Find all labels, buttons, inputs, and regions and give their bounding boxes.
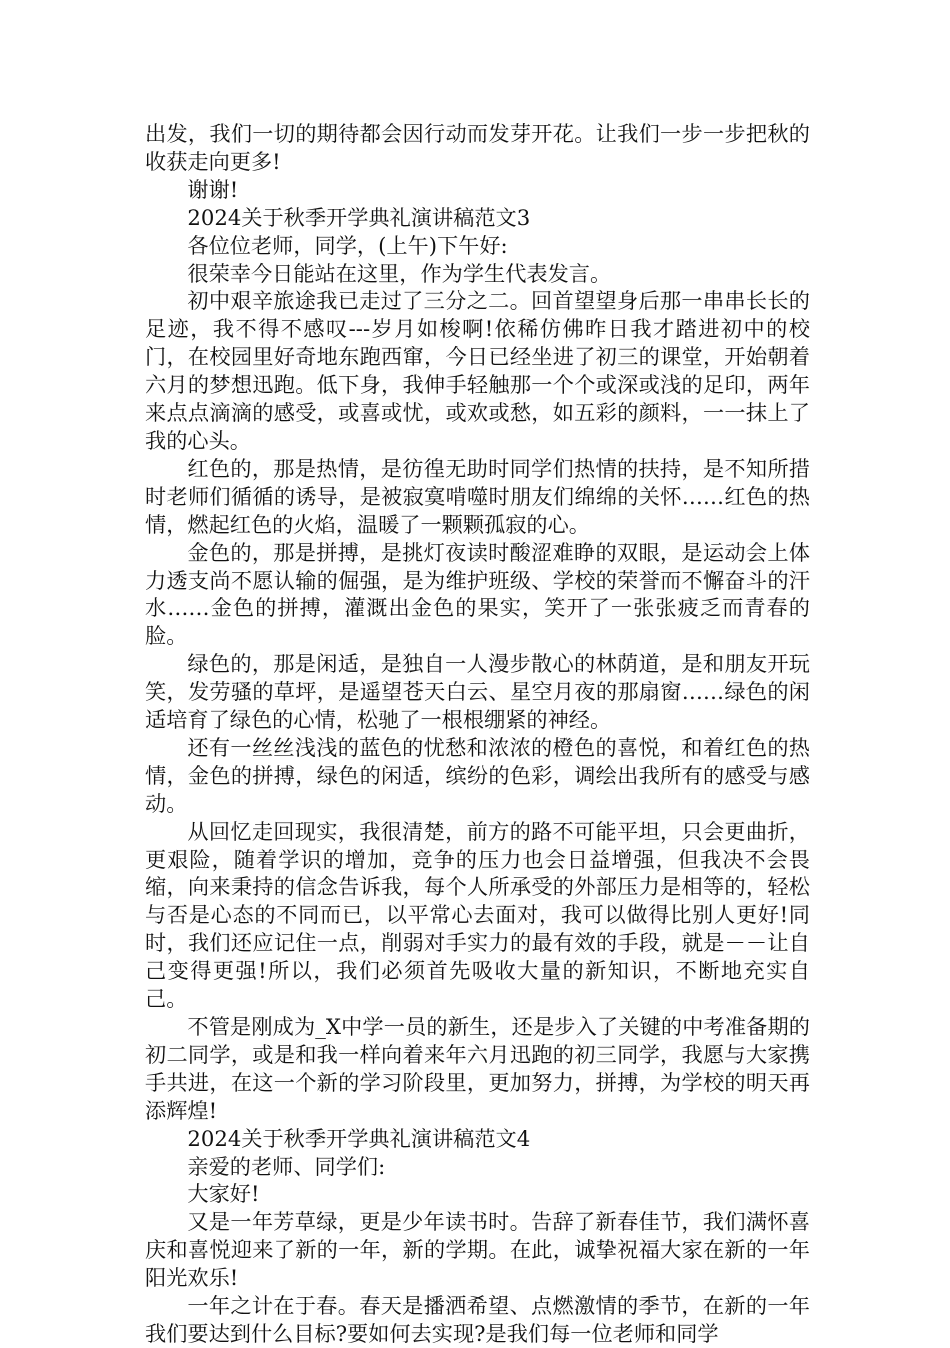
paragraph: 还有一丝丝浅浅的蓝色的忧愁和浓浓的橙色的喜悦，和着红色的热情，金色的拼搏，绿色的闲适，缤纷的色彩，调绘出我所有的感受与感动。 bbox=[145, 734, 810, 816]
section-title-3: 2024关于秋季开学典礼演讲稿范文3 bbox=[187, 204, 531, 230]
paragraph: 很荣幸今日能站在这里，作为学生代表发言。 bbox=[187, 260, 612, 286]
section-title-4: 2024关于秋季开学典礼演讲稿范文4 bbox=[187, 1125, 531, 1151]
document-page bbox=[145, 120, 810, 1348]
paragraph: 初中艰辛旅途我已走过了三分之二。回首望望身后那一串串长长的足迹，我不得不感叹---岁月如梭啊!依稀仿佛昨日我才踏进初中的校门，在校园里好奇地东跑西窜，今日已经坐进了初三的课堂，开始朝着六月的梦想迅跑。低下身，我伸手轻触那一个个或深或浅的足印，两年来点点滴滴的感受，或喜或忧，或欢或愁，如五彩的颜料，一一抹上了我的心头。 bbox=[145, 288, 810, 453]
paragraph-greeting: 亲爱的老师、同学们: bbox=[187, 1153, 386, 1179]
paragraph: 又是一年芳草绿，更是少年读书时。告辞了新春佳节，我们满怀喜庆和喜悦迎来了新的一年，新的学期。在此，诚挚祝福大家在新的一年阳光欢乐! bbox=[145, 1209, 810, 1291]
paragraph-greeting: 各位位老师，同学，(上午)下午好: bbox=[187, 232, 508, 258]
paragraph-opening-continuation: 出发，我们一切的期待都会因行动而发芽开花。让我们一步一步把秋的收获走向更多! bbox=[145, 121, 810, 174]
paragraph-thanks: 谢谢! bbox=[187, 176, 239, 202]
paragraph: 不管是刚成为_X中学一员的新生，还是步入了关键的中考准备期的初二同学，或是和我一样向着来年六月迅跑的初三同学，我愿与大家携手共进，在这一个新的学习阶段里，更加努力，拼搏，为学校的明天再添辉煌! bbox=[145, 1014, 810, 1123]
paragraph: 大家好! bbox=[187, 1181, 260, 1207]
paragraph: 绿色的，那是闲适，是独自一人漫步散心的林荫道，是和朋友开玩笑，发劳骚的草坪，是遥望苍天白云、星空月夜的那扇窗……绿色的闲适培育了绿色的心情，松驰了一根根绷紧的神经。 bbox=[145, 651, 810, 733]
paragraph: 红色的，那是热情，是彷徨无助时同学们热情的扶持，是不知所措时老师们循循的诱导，是被寂寞啃噬时朋友们绵绵的关怀……红色的热情，燃起红色的火焰，温暖了一颗颗孤寂的心。 bbox=[145, 455, 810, 537]
paragraph: 一年之计在于春。春天是播洒希望、点燃激情的季节，在新的一年我们要达到什么目标?要如何去实现?是我们每一位老师和同学 bbox=[145, 1293, 810, 1346]
paragraph: 从回忆走回现实，我很清楚，前方的路不可能平坦，只会更曲折，更艰险，随着学识的增加，竞争的压力也会日益增强，但我决不会畏缩，向来秉持的信念告诉我，每个人所承受的外部压力是相等的，轻松与否是心态的不同而已，以平常心去面对，我可以做得比别人更好!同时，我们还应记住一点，削弱对手实力的最有效的手段，就是－－让自己变得更强!所以，我们必须首先吸收大量的新知识，不断地充实自己。 bbox=[145, 818, 810, 1012]
paragraph: 金色的，那是拼搏，是挑灯夜读时酸涩难睁的双眼，是运动会上体力透支尚不愿认输的倔强，是为维护班级、学校的荣誉而不懈奋斗的汗水……金色的拼搏，灌溉出金色的果实，笑开了一张张疲乏而青春的脸。 bbox=[145, 539, 810, 649]
